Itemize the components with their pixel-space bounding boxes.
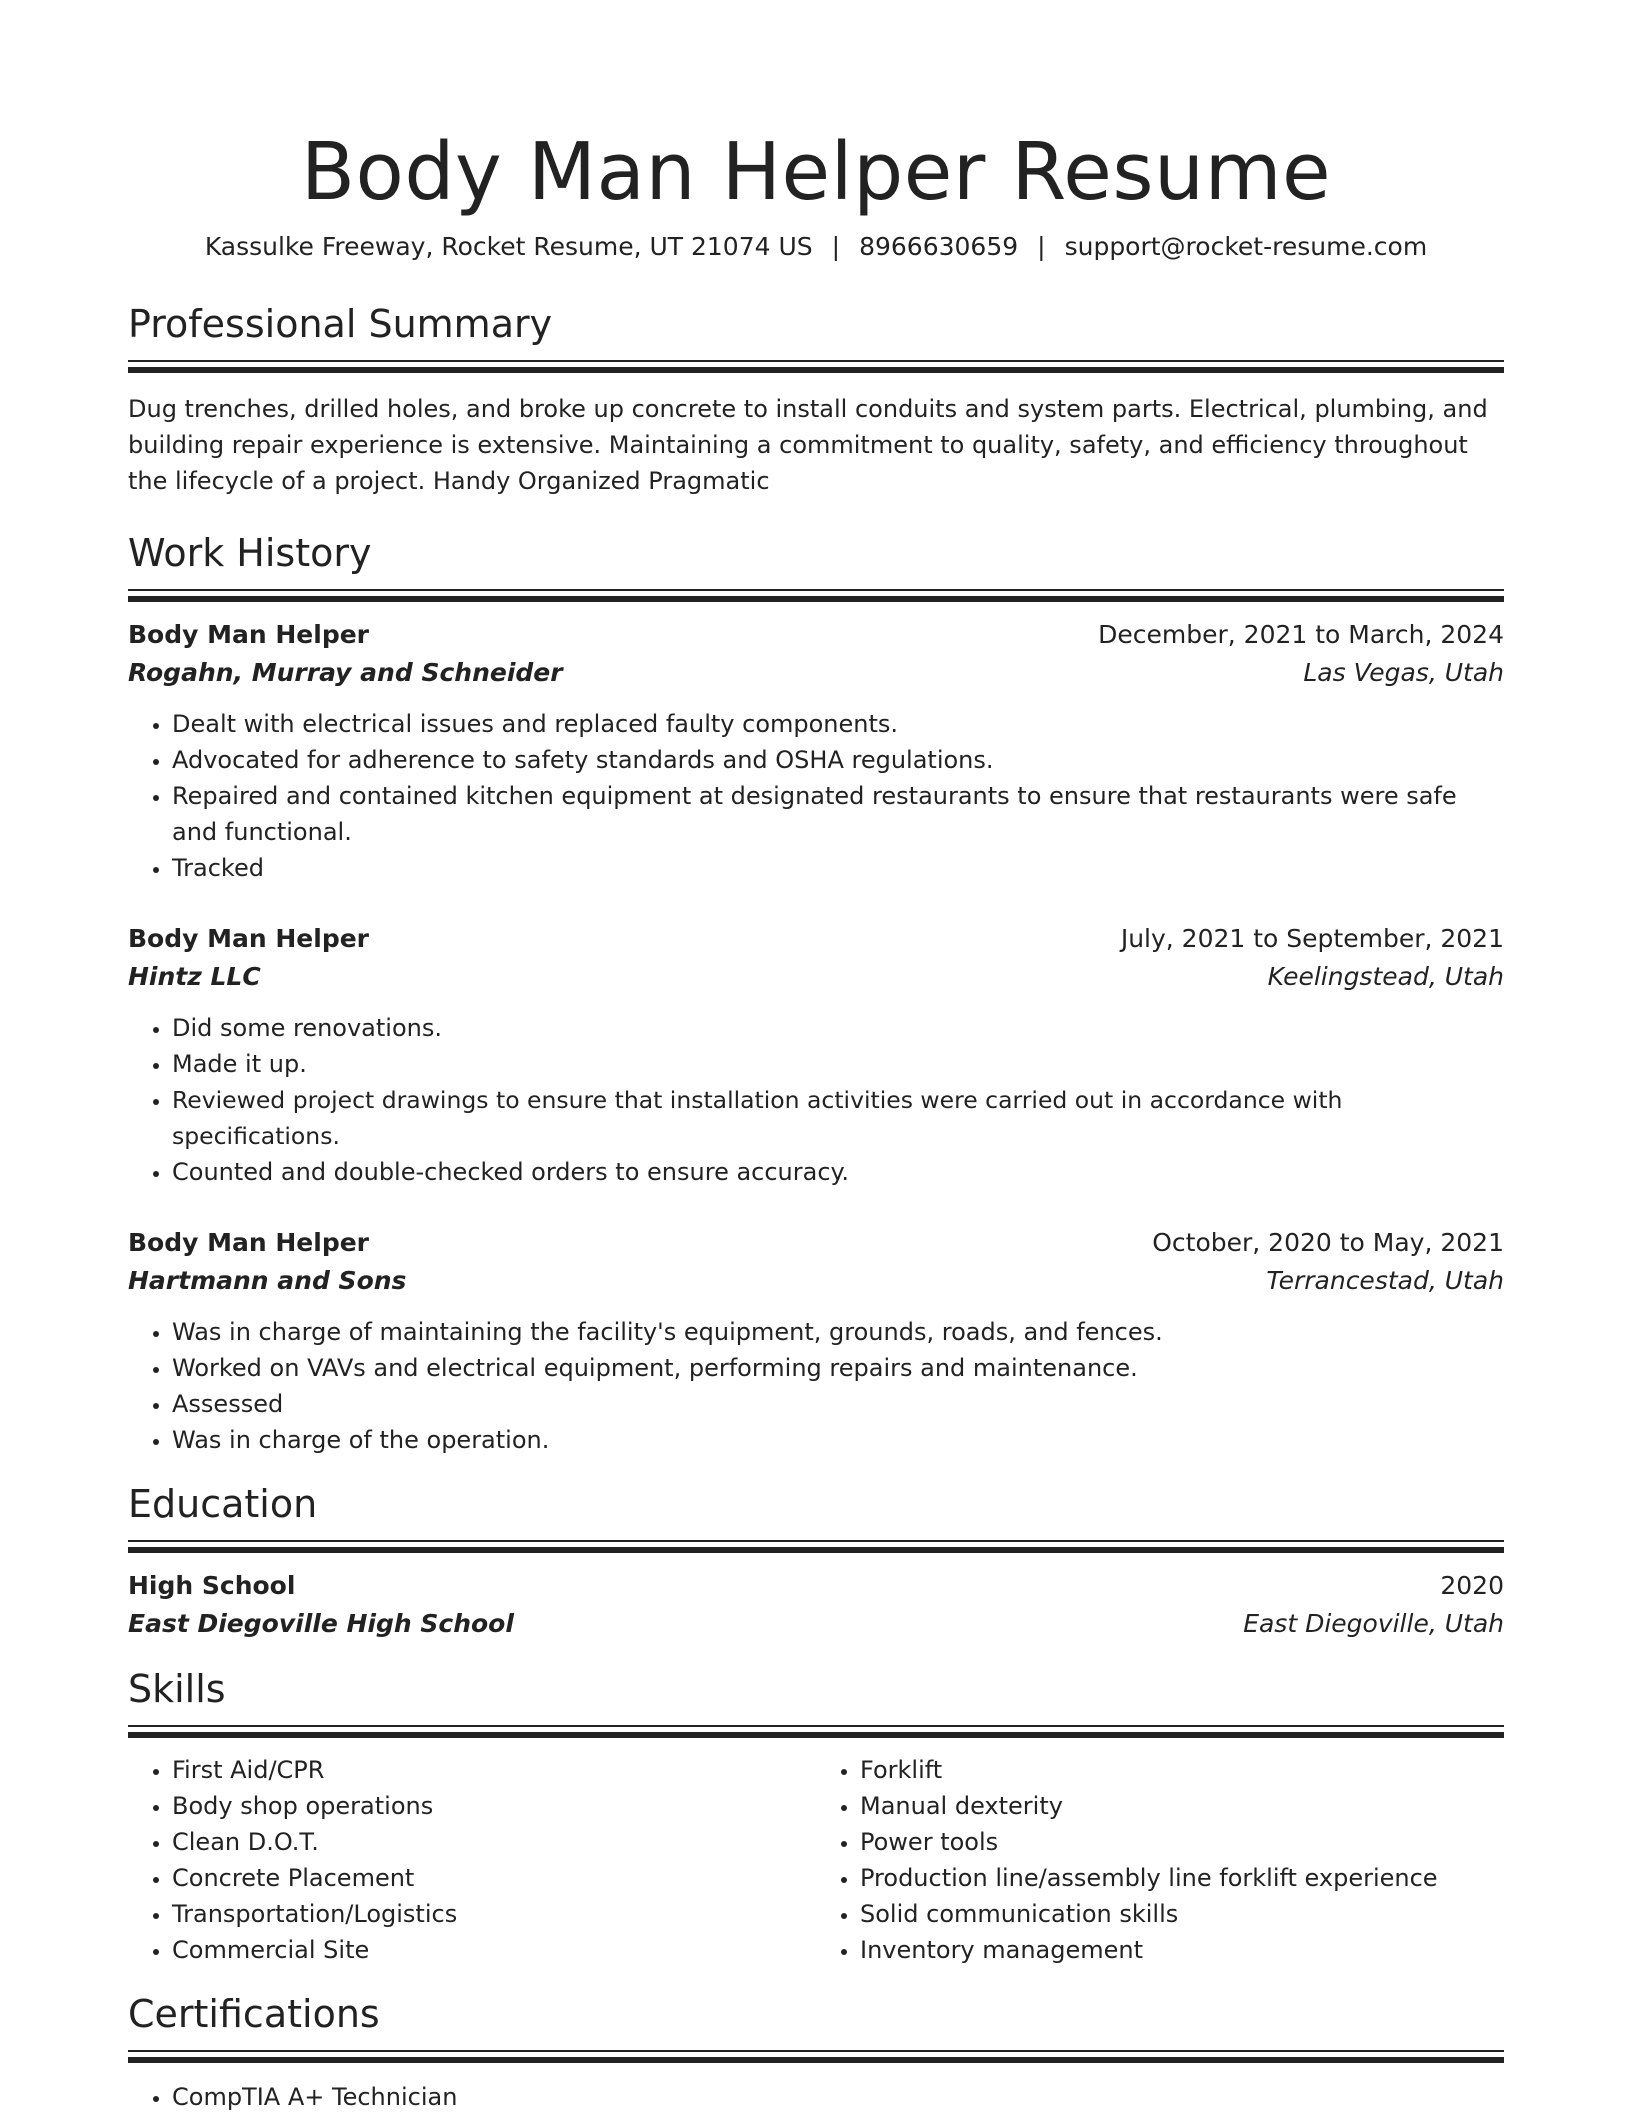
job-bullet: • Made it up. (172, 1046, 1504, 1082)
education-school: East Diegoville High School (128, 1609, 514, 1638)
work-heading: Work History (128, 531, 372, 575)
job-header-row (128, 920, 1504, 958)
job-location: Keelingstead, Utah (1267, 962, 1504, 991)
job-bullet: • Advocated for adherence to safety standards and OSHA regulations. (172, 742, 1504, 778)
job-bullets (128, 1314, 1504, 1458)
job-company: Hartmann and Sons (128, 1266, 407, 1295)
summary-section (128, 300, 1504, 499)
skill-item: • Manual dexterity (860, 1788, 1504, 1824)
skill-item: • Inventory management (860, 1932, 1504, 1968)
job-title: Body Man Helper (128, 924, 370, 953)
education-header-row (128, 1567, 1504, 1605)
work-section (128, 529, 1504, 1458)
job-bullets (128, 1010, 1504, 1190)
section-divider (128, 1725, 1504, 1738)
summary-heading: Professional Summary (128, 302, 553, 346)
job-dates: July, 2021 to September, 2021 (1120, 924, 1504, 953)
skill-item: • Solid communication skills (860, 1896, 1504, 1932)
job-dates: December, 2021 to March, 2024 (1098, 620, 1504, 649)
skills-grid (128, 1752, 1504, 1968)
education-school-row (128, 1605, 1504, 1643)
education-degree: High School (128, 1571, 296, 1600)
contact-email: support@rocket-resume.com (1064, 232, 1428, 261)
job-bullet: • Tracked (172, 850, 1504, 886)
job-company: Hintz LLC (128, 962, 261, 991)
skills-column-left (128, 1752, 816, 1968)
job-bullets (128, 706, 1504, 886)
job-title: Body Man Helper (128, 620, 370, 649)
job-dates: October, 2020 to May, 2021 (1152, 1228, 1504, 1257)
skill-item: • Body shop operations (172, 1788, 816, 1824)
contact-phone: 8966630659 (859, 232, 1019, 261)
job-location: Las Vegas, Utah (1303, 658, 1504, 687)
education-location: East Diegoville, Utah (1243, 1609, 1504, 1638)
skill-item: • Production line/assembly line forklift experience (860, 1860, 1504, 1896)
certification-item: • CompTIA A+ Technician (172, 2079, 1504, 2112)
certifications-section (128, 1990, 1504, 2112)
job-bullet: • Assessed (172, 1386, 1504, 1422)
education-heading: Education (128, 1482, 318, 1526)
skill-item: • Commercial Site (172, 1932, 816, 1968)
summary-text: Dug trenches, drilled holes, and broke up concrete to install conduits and system parts. Electrical, plumbing, and building repair experience is extensive. Maintaining a commitment to quality, safety, and efficiency throughout the lifecycle of a project. Handy Organized Pragmatic (128, 395, 1488, 495)
job-entry (128, 1224, 1504, 1458)
job-bullet: • Worked on VAVs and electrical equipment, performing repairs and maintenance. (172, 1350, 1504, 1386)
skill-item: • Power tools (860, 1824, 1504, 1860)
skills-heading: Skills (128, 1667, 226, 1711)
job-header-row (128, 616, 1504, 654)
resume-content (128, 118, 1504, 2112)
skill-item: • First Aid/CPR (172, 1752, 816, 1788)
contact-line (128, 230, 1504, 264)
contact-address: Kassulke Freeway, Rocket Resume, UT 21074 US (204, 232, 813, 261)
job-company: Rogahn, Murray and Schneider (128, 658, 563, 687)
section-divider (128, 1540, 1504, 1553)
certifications-heading: Certifications (128, 1992, 380, 2036)
contact-separator: | (1037, 232, 1046, 261)
skill-item: • Forklift (860, 1752, 1504, 1788)
skills-column-right (816, 1752, 1504, 1968)
section-divider (128, 589, 1504, 602)
skill-item: • Clean D.O.T. (172, 1824, 816, 1860)
job-entry (128, 616, 1504, 886)
certifications-list (128, 2079, 1504, 2112)
job-header-row (128, 1224, 1504, 1262)
job-location: Terrancestad, Utah (1266, 1266, 1504, 1295)
job-entry (128, 920, 1504, 1190)
skills-section (128, 1665, 1504, 1968)
skill-item: • Transportation/Logistics (172, 1896, 816, 1932)
job-bullet: • Dealt with electrical issues and replaced faulty components. (172, 706, 1504, 742)
contact-separator: | (831, 232, 841, 261)
job-bullet: • Did some renovations. (172, 1010, 1504, 1046)
job-bullet: • Repaired and contained kitchen equipment at designated restaurants to ensure that restaurants were safe and functional. (172, 778, 1504, 850)
job-company-row (128, 1262, 1504, 1300)
education-year: 2020 (1440, 1571, 1504, 1600)
job-bullet: • Was in charge of the operation. (172, 1422, 1504, 1458)
job-bullet: • Counted and double-checked orders to ensure accuracy. (172, 1154, 1504, 1190)
job-bullet: • Reviewed project drawings to ensure that installation activities were carried out in accordance with specifications. (172, 1082, 1504, 1154)
job-bullet: • Was in charge of maintaining the facility's equipment, grounds, roads, and fences. (172, 1314, 1504, 1350)
section-divider (128, 360, 1504, 373)
job-company-row (128, 654, 1504, 692)
section-divider (128, 2050, 1504, 2063)
education-entry (128, 1567, 1504, 1643)
resume-title: Body Man Helper Resume (300, 126, 1332, 218)
job-title: Body Man Helper (128, 1228, 370, 1257)
education-section (128, 1480, 1504, 1643)
job-company-row (128, 958, 1504, 996)
skill-item: • Concrete Placement (172, 1860, 816, 1896)
